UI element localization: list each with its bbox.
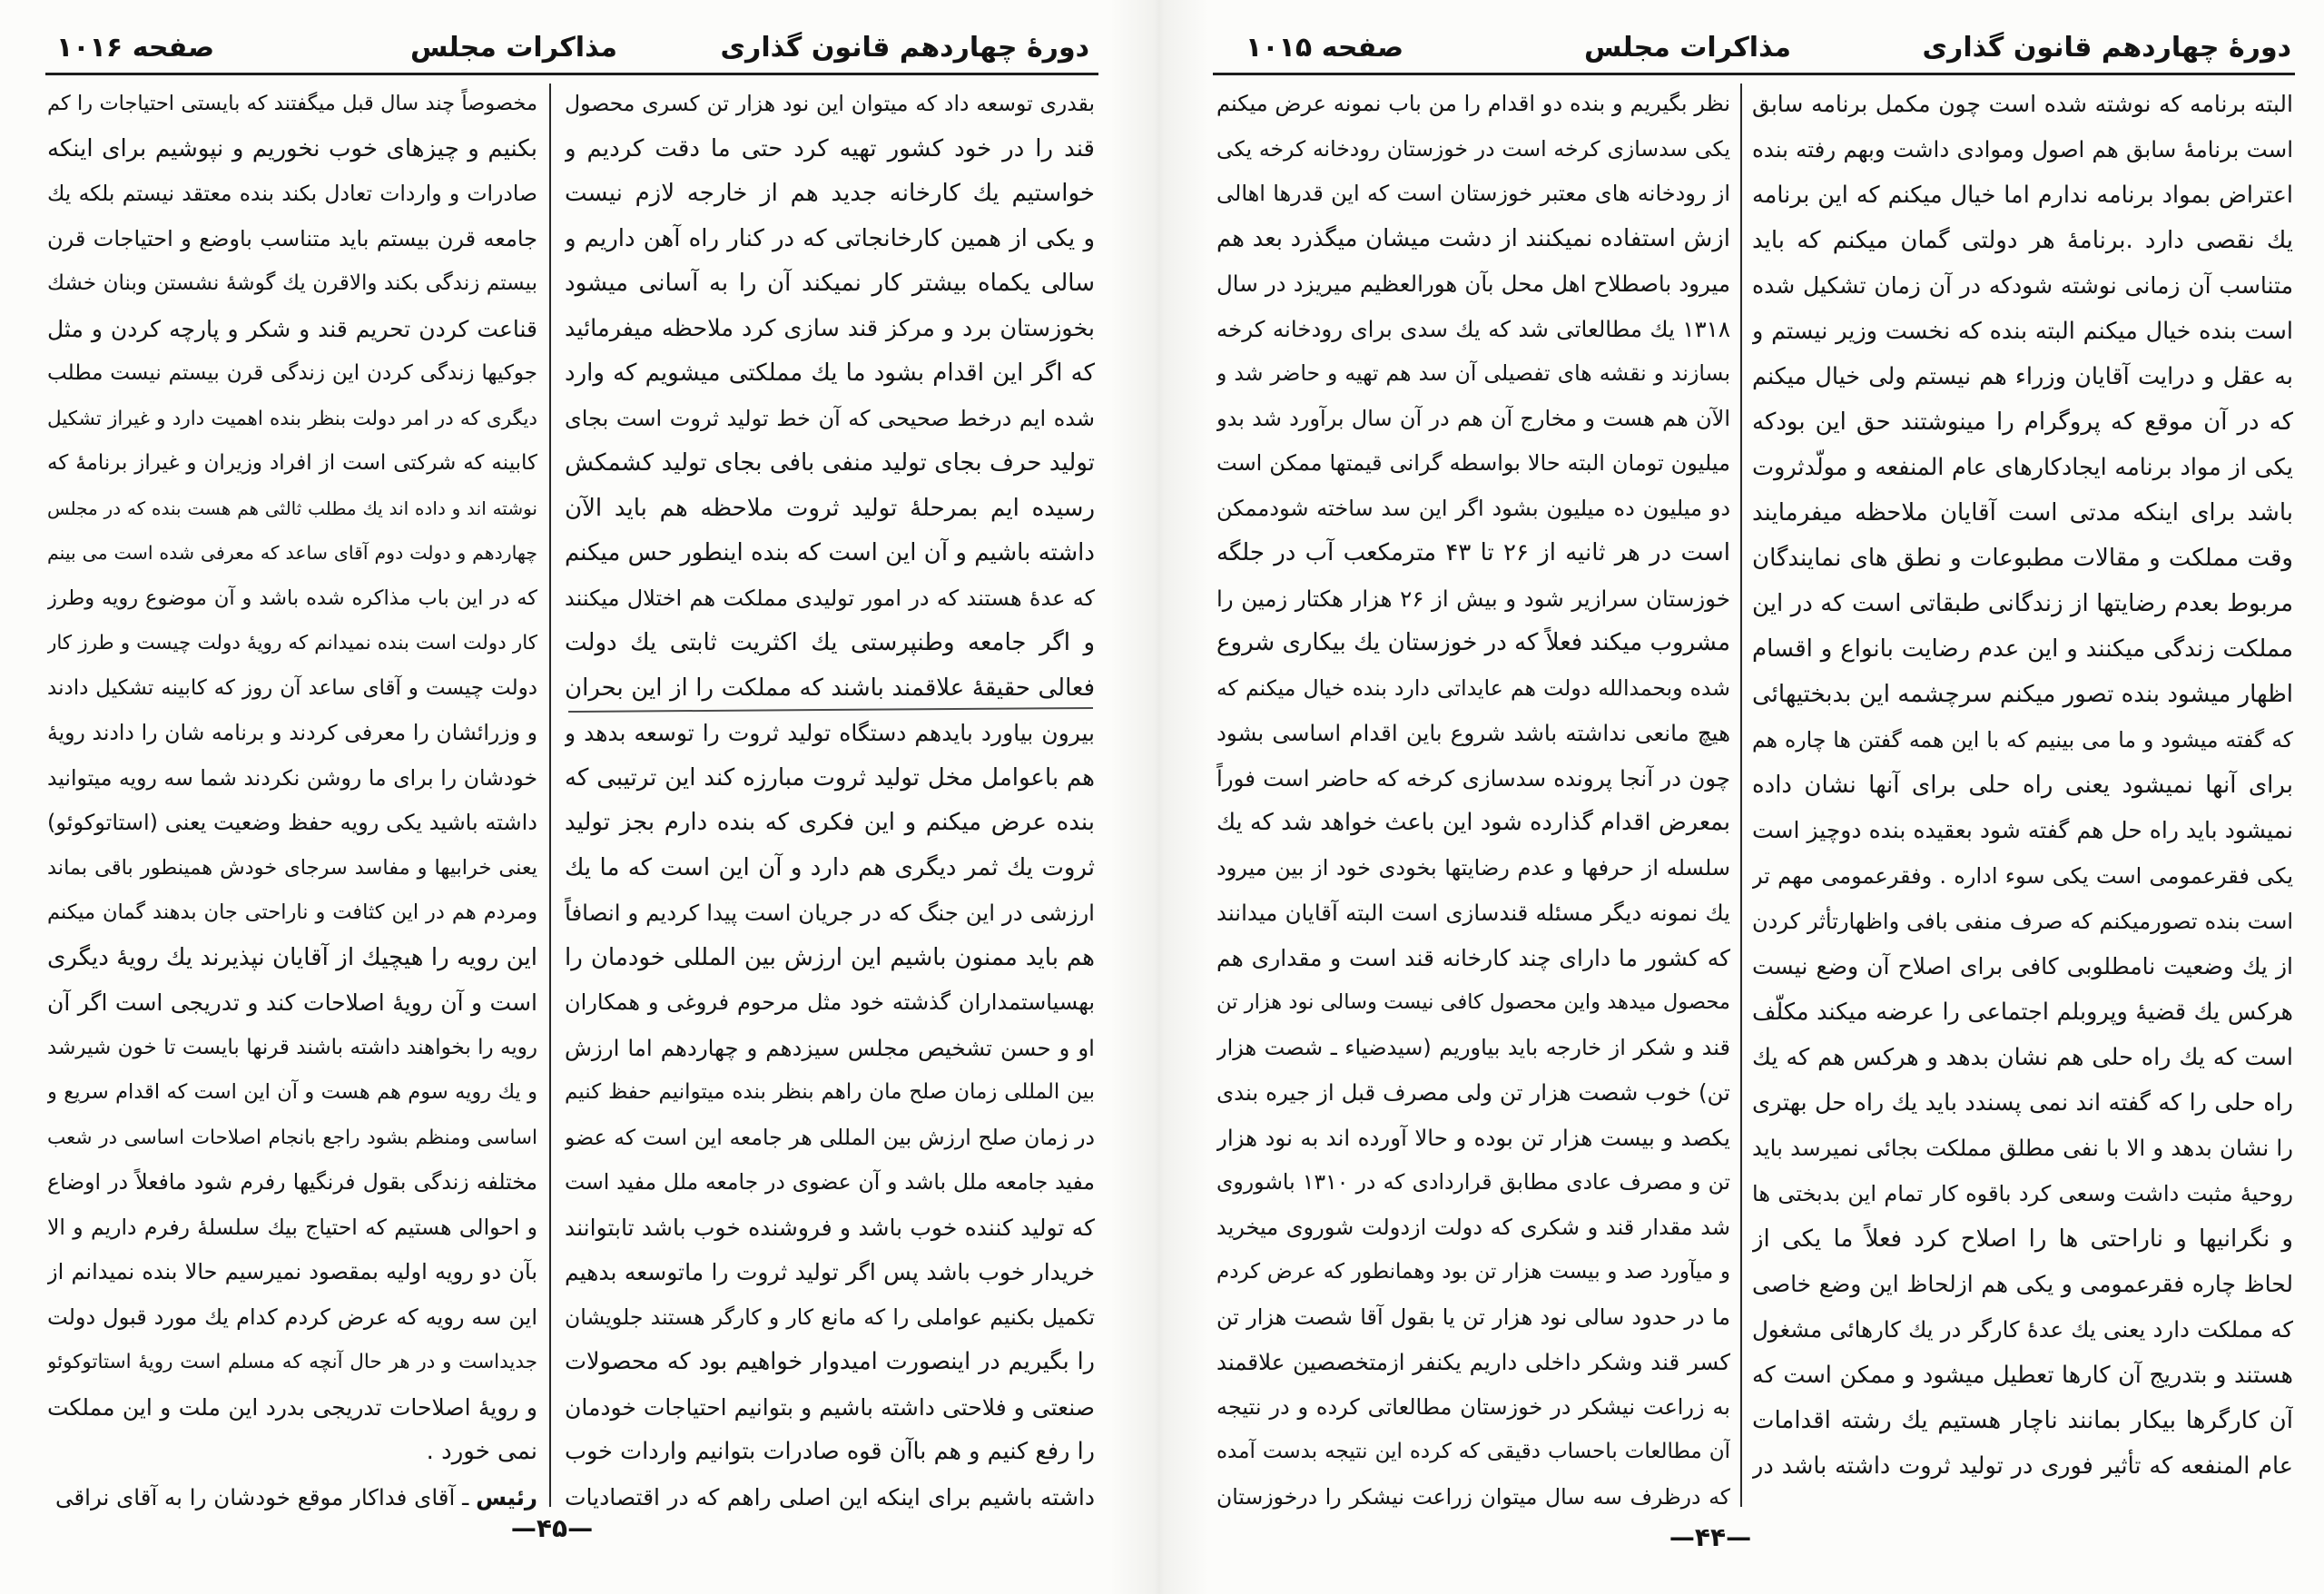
text-line: یکصد و بیست هزار تن بوده و حالا آورده اند به نود هزار: [1216, 1124, 1730, 1151]
text-line: دولت چیست و آقای ساعد آن روز که کابینه تشکیل دادند: [47, 675, 537, 700]
text-line: هم باید ممنون باشیم این ارزش بین المللی خودمان را: [565, 943, 1095, 971]
text-line: هرکس یك قضیهٔ وپروبلم اجتماعی را عرضه میکند مکلّف: [1752, 999, 2293, 1026]
publication-title: مذاکرات مجلس: [409, 32, 617, 64]
text-line: که در این باب مذاکره شده باشد و آن موضوع رویه وطرز: [47, 585, 537, 610]
text-line: است بنده خیال میکنم البته بنده که نخست وزیر نیستم و: [1752, 318, 2293, 345]
text-line: ما در حدود سالی نود هزار تن یا بقول آقا شصت هزار تن: [1216, 1304, 1730, 1330]
text-line: و وزرائشان را معرفی کردند و برنامه شان را دادند رویهٔ: [47, 720, 537, 745]
text-line: راه حلی را که گفته اند نمی پسندد باید یك راه حل بهتری: [1752, 1089, 2293, 1117]
text-line: هم باعوامل مخل تولید ثروت مبارزه کند این ترتیبی که: [565, 763, 1095, 792]
text-line: البته برنامه که نوشته شده است چون مکمل برنامه سابق: [1752, 91, 2293, 117]
text-line: که در آن موقع که پروگرام را مینوشتند حق این بودکه: [1752, 408, 2293, 436]
text-line: نوشته اند و داده اند یك مطلب ثالثی هم هست بنده که در مجلس: [47, 497, 537, 519]
text-line: ارزشی در این جنگ که در جریان است پیدا کردیم و انصافاً: [565, 900, 1095, 926]
text-line: که مملکت دارد یعنی یك عدهٔ کارگر در یك کارهائی مشغول: [1752, 1316, 2293, 1343]
speaker-name: رئیس: [476, 1483, 537, 1510]
text-line: یکی فقرعمومی است یکی سوء اداره . وفقرعمومی مهم تر: [1752, 863, 2293, 889]
text-line: دیگری که در امر دولت بنظر بنده اهمیت دارد و غیراز تشکیل: [47, 407, 537, 430]
text-column-left: [1216, 82, 1730, 1520]
text-line: و رویهٔ اصلاحات تدریجی بدرد این ملت و این مملکت: [47, 1393, 537, 1421]
text-line: مملکت زندگی میکنند و این عدم رضایت بانواع و اقسام: [1752, 635, 2293, 663]
text-line: سلسله از حرفها و عدم رضایتها بخودی خود از بین میرود: [1216, 854, 1730, 881]
text-line: مشروب میکند فعلاً که در خوزستان یك بیکاری شروع: [1216, 629, 1730, 656]
text-line: به زراعت نیشکر در خوزستان مطالعاتی کرده و در نتیجه: [1216, 1393, 1730, 1420]
text-line: که تولید کننده خوب باشد و فروشنده خوب باشد تابتوانند: [565, 1214, 1095, 1241]
text-line: را رفع کنیم و هم باآن قوه صادرات بتوانیم واردات خوب: [565, 1438, 1095, 1465]
speaker-line: [47, 1475, 537, 1520]
text-line: قند و شکر از خارجه باید بیاوریم (سیدضیاء ـ شصت هزار: [1216, 1034, 1730, 1060]
text-line: بخوزستان برد و مرکز قند سازی کرد ملاحظه میفرمائید: [565, 314, 1095, 342]
text-line: باشد برای اینکه مدتی است آقایان ملاحظه میفرمایند: [1752, 499, 2293, 526]
text-line: چون در آنجا پرونده سدسازی کرخه که حاضر است فوراً: [1216, 764, 1730, 792]
text-line: که عدهٔ هستند که در امور تولیدی مملکت هم اختلال میکنند: [565, 585, 1095, 611]
text-line: یعنی خرابیها و مفاسد سرجای خودش همینطور باقی بماند: [47, 855, 537, 880]
text-line: جوکیها زندگی کردن این زندگی قرن بیستم نیست مطلب: [47, 361, 537, 385]
header-rule: [45, 73, 1098, 75]
text-line: چهاردهم و دولت دوم آقای ساعد که معرفی شده است می بینم: [47, 542, 537, 564]
text-column-right: [1752, 82, 2293, 1489]
text-line: این رویه را هیچیك از آقایان نپذیرند یك رویهٔ دیگری: [47, 943, 537, 971]
text-line: که کشور ما دارای چند کارخانه قند است و مقداری هم: [1216, 944, 1730, 971]
text-line: خواستیم یك کارخانه جدید هم از خارجه لازم نیست: [565, 180, 1095, 207]
speaker-text: ـ آقای فداکار موقع خودشان را به آقای نراقی: [55, 1483, 477, 1510]
text-line: و یکی از همین کارخانجاتی که در کنار راه آهن داریم و: [565, 224, 1095, 252]
text-line: است در هر ثانیه از ۲۶ تا ۴۳ مترمکعب آب در جلگه: [1216, 539, 1730, 566]
text-line: و یك رویه سوم هم هست و آن این است که اقدام سریع و: [47, 1080, 537, 1104]
text-line: از رودخانه های معتبر خوزستان است که این قدرها اهالی: [1216, 181, 1730, 206]
text-line: بیستم زندگی بکند والاقرن یك گوشهٔ نشستن وبنان خشك: [47, 271, 537, 295]
publication-title: مذاکرات مجلس: [1583, 32, 1791, 64]
text-line: ومردم هم در این کثافت و ناراحتی جان بدهند گمان میکنم: [47, 900, 537, 924]
text-line: بسازند و نقشه های تفصیلی آن سد هم تهیه و حاضر شد و: [1216, 360, 1730, 386]
text-line: مربوط بعدم رضایتها از زندگانی طبقاتی است که در این: [1752, 590, 2293, 617]
text-line: بکنیم و چیزهای خوب نخوریم و نپوشیم برای اینکه: [47, 134, 537, 162]
text-line: بنده عرض میکنم و این فکری که بنده دارم بجز تولید: [565, 809, 1095, 836]
text-line: است برنامهٔ سابق هم اصول وموادی داشت وبهم رفته بنده: [1752, 136, 2293, 162]
text-line: فعالی حقیقهٔ علاقمند باشند که مملکت را از این بحران: [565, 674, 1095, 702]
header-rule: [1213, 73, 2295, 75]
text-line: که اگر این اقدام بشود ما یك مملکتی میشویم که وارد: [565, 359, 1095, 387]
text-line: را بگیریم در اینصورت امیدوار خواهیم بود که محصولات: [565, 1348, 1095, 1375]
text-line: و نگرانیها و ناراحتی ها را اصلاح کرد فعلاً ما یکی از: [1752, 1225, 2293, 1253]
text-line: شده وبحمدالله دولت هم عایداتی دارد بنده خیال میکنم که: [1216, 674, 1730, 701]
text-line: رسیده ایم بمرحلهٔ تولید ثروت ملاحظه هم باید الآن: [565, 494, 1095, 522]
text-line: اعتراض بمواد برنامه ندارم اما خیال میکنم که این برنامه: [1752, 182, 2293, 209]
text-line: داشته باشیم و آن این است که بنده اینطور حس میکنم: [565, 539, 1095, 566]
text-line: به عقل و درایت آقایان وزراء هم نیستم ولی خیال میکنم: [1752, 363, 2293, 390]
text-line: نظر بگیریم و بنده دو اقدام را من باب نمونه عرض میکنم: [1216, 91, 1730, 116]
text-line: و اگر جامعه وطنپرستی یك اکثریت ثابتی یك دولت: [565, 629, 1095, 656]
text-line: جدیداست و در هر حال آنچه که مسلم است رویهٔ استاتوکوئو: [47, 1351, 537, 1373]
text-line: بیرون بیاورد بایدهم دستگاه تولید ثروت را توسعه بدهد و: [565, 720, 1095, 746]
text-line: قند را در خود کشور تهیه کرد حتی ما دقت کردیم و: [565, 134, 1095, 162]
page-number-label: صفحه ۱۰۱۶: [56, 32, 215, 64]
text-line: این سه رویه که عرض کردم کدام یك مورد قبول دولت: [47, 1304, 537, 1330]
text-line: است بنده تصورمیکنم که صرف منفی بافی واظهارتأثر کردن: [1752, 909, 2293, 934]
text-line: است که یك راه حلی هم نشان بدهد و هرکس هم که یك: [1752, 1044, 2293, 1071]
text-line: بقدری توسعه داد که میتوان این نود هزار تن کسری محصول: [565, 91, 1095, 116]
text-line: داشته باشیم برای اینکه این اصلی راهم که در اقتصادیات: [565, 1483, 1095, 1510]
text-line: بمعرض اقدام گذارده شود این باعث خواهد شد که یك: [1216, 809, 1730, 836]
text-line: را نشان بدهد و الا با نفی مطلق مملکت بجائی نمیرسد باید: [1752, 1135, 2293, 1161]
text-line: مفید جامعه ملل باشد و آن عضوی در جامعه ملل مفید است: [565, 1169, 1095, 1195]
text-line: کابینه که شرکتی است از افراد وزیران و غیراز برنامهٔ که: [47, 451, 537, 475]
text-line: لحاظ چاره فقرعمومی و یکی هم ازلحاظ این وضع خاصی: [1752, 1271, 2293, 1297]
text-line: اظهار میشود بنده تصور میکنم سرچشمه این بدبختیهائی: [1752, 681, 2293, 708]
text-line: شد مقدار قند و شکری که دولت ازدولت شوروی میخرید: [1216, 1214, 1730, 1240]
text-line: آن کارگرها بیکار بمانند ناچار هستیم یك رشته اقدامات: [1752, 1407, 2293, 1434]
column-divider: [1740, 84, 1742, 1507]
text-line: بین المللی زمان صلح مان راهم بنظر بنده میتوانیم حفظ کنیم: [565, 1080, 1095, 1104]
text-line: یك نقصی دارد .برنامهٔ هر دولتی گمان میکنم که باید: [1752, 227, 2293, 254]
text-line: داشته باشید یکی رویه حفظ وضعیت یعنی (استاتوکوئو): [47, 810, 537, 835]
text-line: محصول میدهد واین محصول کافی نیست وسالی نود هزار تن: [1216, 990, 1730, 1014]
text-line: که گفته میشود و ما می بینیم که با این همه گفتن ها چاره هم: [1752, 727, 2293, 753]
text-line: برای آنها نمیشود یعنی راه حلی برای آنها نشان داده: [1752, 772, 2293, 799]
text-line: کسر قند وشکر داخلی داریم یکنفر ازمتخصصین علاقمند: [1216, 1349, 1730, 1375]
text-line: یك نمونه دیگر مسئله قندسازی است البته آقایان میدانند: [1216, 900, 1730, 926]
text-line: هستند و بتدریج آن کارها تعطیل میشود و ممکن است که: [1752, 1362, 2293, 1389]
text-line: مختلفه زندگی بقول فرنگیها رفرم شود مافعلاً در اوضاع: [47, 1169, 537, 1195]
text-line: شده ایم درخط صحیحی که آن خط تولید ثروت است بجای: [565, 405, 1095, 431]
text-line: که درظرف سه سال میتوان زراعت نیشکر را درخوزستان: [1216, 1483, 1730, 1510]
column-divider: [549, 84, 551, 1507]
text-line: است و آن رویهٔ اصلاحات کند و تدریجی است اگر آن: [47, 989, 537, 1016]
text-line: هیچ مانعی نداشته باشد شروع باین اقدام اساسی بشود: [1216, 720, 1730, 746]
text-line: او و حسن تشخیص مجلس سیزدهم و چهاردهم اما ارزش: [565, 1034, 1095, 1061]
text-line: خوزستان سرازیر شود و بیش از ۲۶ هزار هکتار زمین را: [1216, 585, 1730, 612]
text-line: و احوالی هستیم که احتیاج بیك سلسلهٔ رفرم داریم و الا: [47, 1214, 537, 1240]
text-line: خودشان را برای ما روشن نکردند شما سه رویه میتوانید: [47, 764, 537, 791]
text-line: جامعه قرن بیستم باید متناسب باوضع و احتیاجات قرن: [47, 225, 537, 251]
text-line: و میآورد صد و بیست هزار تن بود وهمانطور که عرض کردم: [1216, 1260, 1730, 1284]
text-line: از یك وضعیت نامطلوبی کافی برای اصلاح آن وضع نیست: [1752, 953, 2293, 979]
session-label: دورهٔ چهاردهم قانون گذاری: [720, 32, 1089, 64]
text-line: وقت مملکت و مقالات مطبوعات و نطق های نمایندگان: [1752, 545, 2293, 572]
text-line: ۱۳۱۸ یك مطالعاتی شد که یك سدی برای رودخانه کرخه: [1216, 315, 1730, 342]
text-line: صنعتی و فلاحتی داشته باشیم و بتوانیم احتیاجات خودمان: [565, 1393, 1095, 1421]
text-line: کار دولت است بنده نمیدانم که رویهٔ دولت چیست و طرز کار: [47, 632, 537, 654]
text-line: روحیهٔ مثبت داشت وسعی کرد باقوه کار تمام این بدبختی ها: [1752, 1181, 2293, 1206]
text-line: خریدار خوب باشد پس اگر تولید ثروت را ماتوسعه بدهیم: [565, 1259, 1095, 1285]
text-line: بهسیاستمداران گذشته خود مثل مرحوم فروغی و همکاران: [565, 989, 1095, 1015]
text-line: سالی یکماه بیشتر کار نمیکند آن را به آسانی میشود: [565, 270, 1095, 297]
text-line: تکمیل بکنیم عواملی را که مانع کار و کارگر هستند جلویشان: [565, 1304, 1095, 1330]
text-line: اساسی ومنظم بشود راجع بانجام اصلاحات اساسی در شعب: [47, 1126, 537, 1149]
text-line: عام المنفعه که تأثیر فوری در تولید ثروت داشته باشد در: [1752, 1452, 2293, 1480]
text-line: آن مطالعات باحساب دقیقی که کرده این نتیجه بدست آمده: [1216, 1440, 1730, 1463]
text-column-right: [565, 82, 1095, 1520]
text-line: در زمان صلح ارزش بین المللی هر جامعه این است که عضو: [565, 1124, 1095, 1150]
text-line: دو میلیون ده میلیون بشود اگر این سد ساخته شودممکن: [1216, 495, 1730, 521]
text-line: نمی خورد .: [426, 1438, 537, 1465]
binding-gutter: [1109, 0, 1209, 1594]
text-line: یکی سدسازی کرخه است در خوزستان رودخانه کرخه یکی: [1216, 135, 1730, 162]
text-line: تن و مصرف عادی مطابق قراردادی که در ۱۳۱۰ باشوروی: [1216, 1169, 1730, 1195]
page-footer-number: —۴۵—: [510, 1513, 594, 1543]
text-line: صادرات و واردات تعادل بکند بنده معتقد نیستم بلکه یك: [47, 181, 537, 206]
text-line: میرود باصطلاح اهل محل بآن هورالعظیم میریزد در سال: [1216, 271, 1730, 297]
text-line: قناعت کردن تحریم قند و شکر و پارچه کردن و مثل: [47, 315, 537, 342]
text-line: ازش استفاده نمیکنند از دشت میشان میگذرد بعد هم: [1216, 224, 1730, 252]
text-column-left: [47, 82, 537, 1520]
text-line: بآن دو رویه اولیه بمقصود نمیرسیم حالا بنده نمیدانم از: [47, 1259, 537, 1284]
page-footer-number: —۴۴—: [1669, 1522, 1752, 1552]
text-line: میلیون تومان البته حالا بواسطه گرانی قیمتها ممکن است: [1216, 450, 1730, 476]
text-line: یکی از مواد برنامه ایجادکارهای عام المنفعه و مولّدثروت: [1752, 454, 2293, 481]
text-line: مخصوصاً چند سال قبل میگفتند که بایستی احتیاجات را کم: [47, 92, 537, 115]
text-line: نمیشود باید راه حل هم گفته شود بعقیده بنده دوچیز است: [1752, 817, 2293, 843]
text-line: تن) خوب شصت هزار تن ولی مصرف قبل از جیره بندی: [1216, 1079, 1730, 1106]
text-line: تولید حرف بجای تولید منفی بافی بجای تولید کشمکش: [565, 449, 1095, 477]
text-line: الآن هم هست و مخارج آن هم در آن سال برآورد شد بدو: [1216, 405, 1730, 431]
text-line: متناسب آن زمانی نوشته شودکه در آن زمان تشکیل شده: [1752, 272, 2293, 299]
text-line: رویه را بخواهند داشته باشند قرنها بایست تا خون شیرشد: [47, 1035, 537, 1059]
session-label: دورهٔ چهاردهم قانون گذاری: [1922, 32, 2291, 64]
text-line: ثروت یك ثمر دیگری هم دارد و آن این است که ما یك: [565, 853, 1095, 881]
page-number-label: صفحه ۱۰۱۵: [1246, 32, 1404, 64]
